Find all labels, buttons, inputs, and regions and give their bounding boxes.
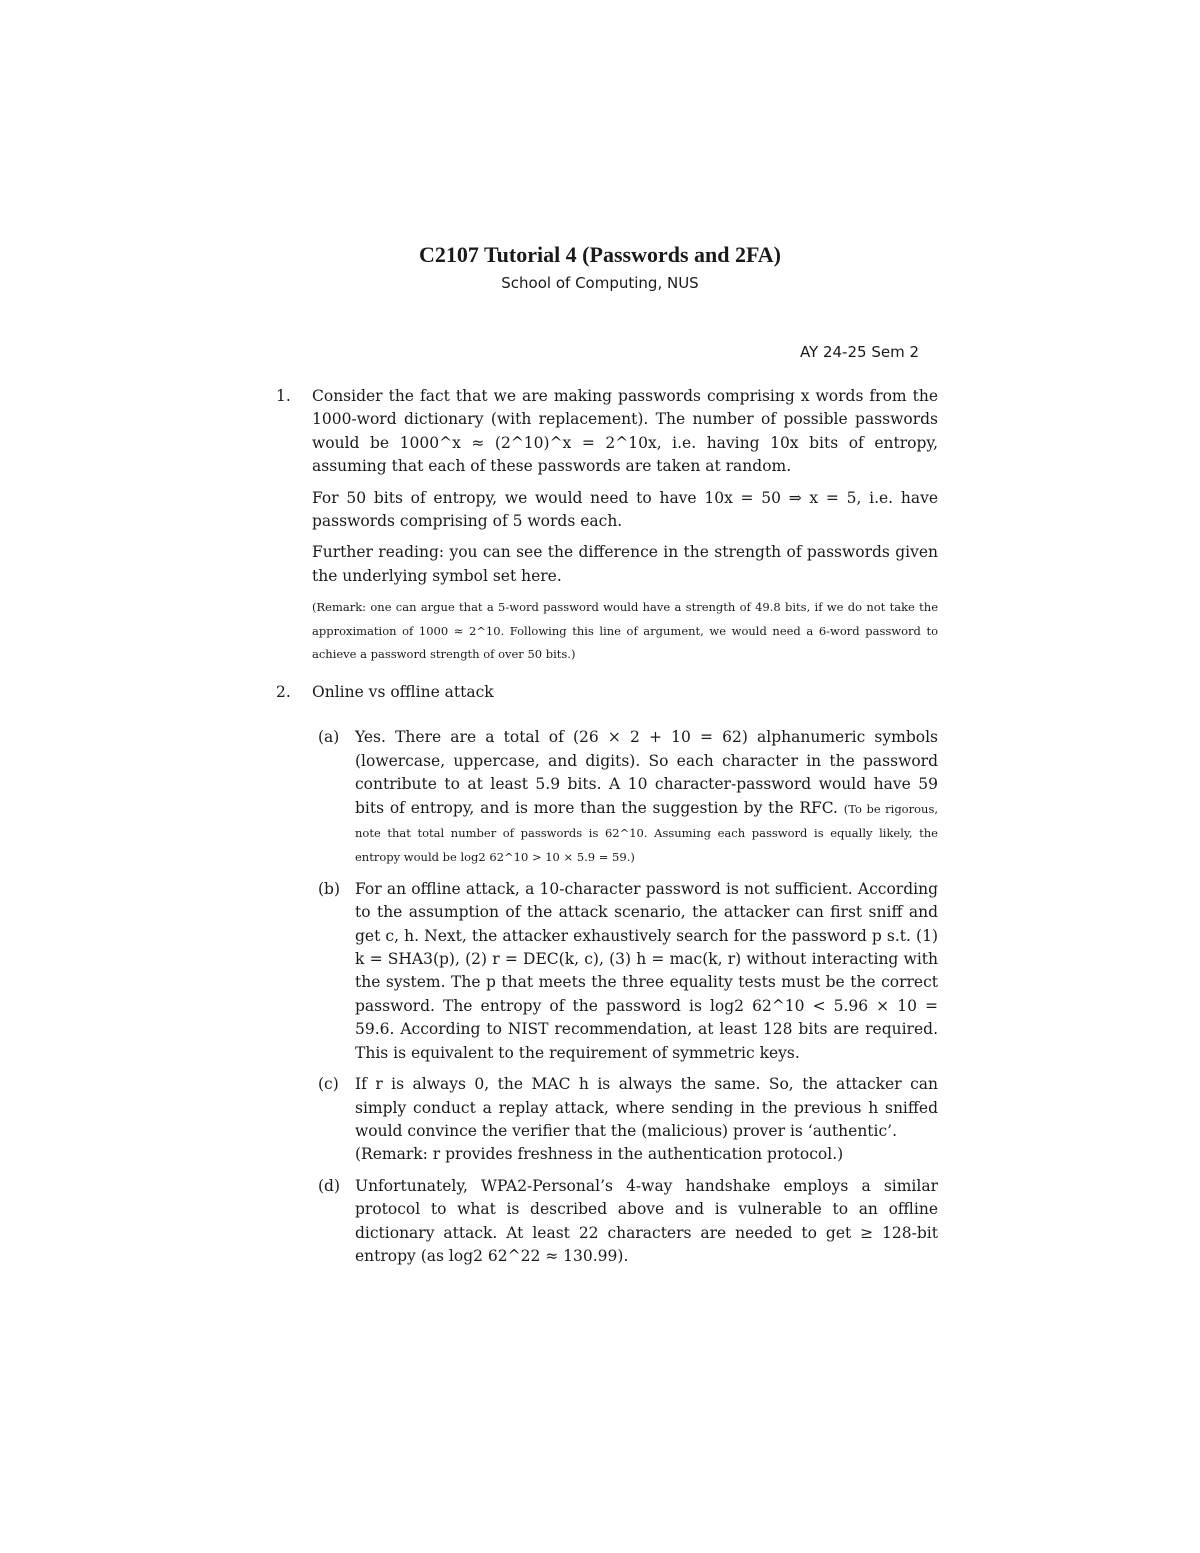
part-c <box>318 1073 938 1167</box>
page-subtitle: School of Computing, NUS <box>501 274 699 292</box>
part-d-text: Unfortunately, WPA2-Personal’s 4-way handshake employs a similar protocol to what is described above and is vulnerable to an offline dictionary attack. At least 22 characters are needed to get ≥ 128-bit entropy (as log2 62^22 ≈ 130.99). <box>355 1176 938 1265</box>
question-1-paragraph-3: Further reading: you can see the difference in the strength of passwords given the underlying symbol set here. <box>312 543 938 585</box>
question-2 <box>276 681 938 1268</box>
part-b <box>318 878 938 1065</box>
part-a-label: (a) <box>318 728 340 747</box>
semester-label: AY 24-25 Sem 2 <box>799 343 919 361</box>
part-c-text: If r is always 0, the MAC h is always the same. So, the attacker can simply conduct a replay attack, where sending in the previous h sniffed would convince the verifier that the (malicious) prover is ‘authentic’. <box>355 1075 938 1140</box>
part-a-text: Yes. There are a total of (26 × 2 + 10 = 62) alphanumeric symbols (lowercase, uppercase, and digits). So each character in the password contribute to at least 5.9 bits. A 10 character-password would have 59 bits of entropy, and is more than the suggestion by the RFC. <box>355 728 938 817</box>
part-b-text: For an offline attack, a 10-character password is not sufficient. According to the assumption of the attack scenario, the attacker can first sniff and get c, h. Next, the attacker exhaustively search for the password p s.t. (1) k = SHA3(p), (2) r = DEC(k, c), (3) h = mac(k, r) without interacting with the system. The p that meets the three equality tests must be the correct password. The entropy of the password is log2 62^10 < 5.96 × 10 = 59.6. According to NIST recommendation, at least 128 bits are required. This is equivalent to the requirement of symmetric keys. <box>355 879 938 1062</box>
part-b-label: (b) <box>318 879 341 898</box>
part-a-body <box>355 726 938 869</box>
question-1-number: 1. <box>276 387 291 405</box>
page-title: C2107 Tutorial 4 (Passwords and 2FA) <box>418 242 782 267</box>
question-1 <box>276 385 938 674</box>
question-1-paragraph-1: Consider the fact that we are making passwords comprising x words from the 1000-word dictionary (with replacement). The number of possible passwords would be 1000^x ≈ (2^10)^x = 2^10x, i.e. having 10x bits of entropy, assuming that each of these passwords are taken at random. <box>312 387 938 476</box>
question-1-paragraph-2: For 50 bits of entropy, we would need to have 10x = 50 ⇒ x = 5, i.e. have passwords comprising of 5 words each. <box>312 488 938 531</box>
question-2-heading: Online vs offline attack <box>312 683 494 701</box>
part-c-remark: (Remark: r provides freshness in the authentication protocol.) <box>355 1145 844 1164</box>
question-2-body <box>312 681 938 704</box>
part-a-note: (To be rigorous, note that total number of passwords is 62^10. Assuming each password is equally likely, the entropy would be log2 62^10 > 10 × 5.9 = 59.) <box>355 801 938 865</box>
part-a <box>318 726 938 869</box>
part-c-label: (c) <box>318 1075 339 1094</box>
part-d-label: (d) <box>318 1176 341 1195</box>
question-2-number: 2. <box>276 683 291 701</box>
part-d <box>318 1175 938 1269</box>
question-1-remark: (Remark: one can argue that a 5-word password would have a strength of 49.8 bits, if we do not take the approximation of 1000 ≈ 2^10. Following this line of argument, we would need a 6-word password to achieve a password strength of over 50 bits.) <box>312 600 938 662</box>
question-1-body <box>312 385 938 666</box>
